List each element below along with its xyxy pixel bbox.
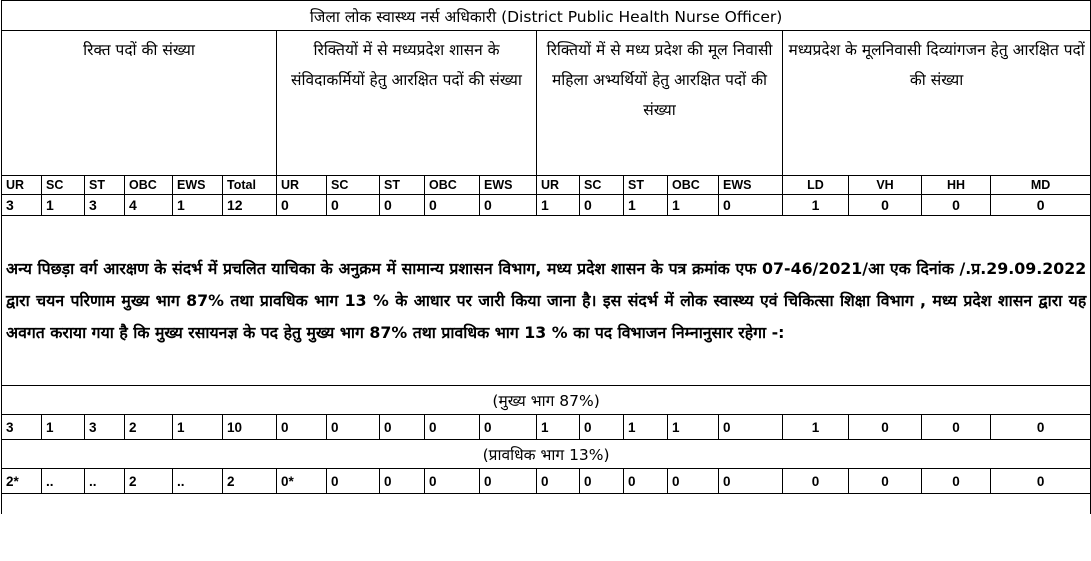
table-cell: 0	[922, 415, 991, 440]
table-cell: ..	[173, 469, 223, 494]
table-cell: 1	[42, 195, 85, 216]
main-section-label: (मुख्य भाग 87%)	[2, 386, 1091, 415]
table-cell: Total	[223, 176, 277, 195]
table-cell: ..	[42, 469, 85, 494]
table-cell: 2*	[2, 469, 42, 494]
table-cell: LD	[783, 176, 849, 195]
table-cell: EWS	[173, 176, 223, 195]
provisional-section-row	[2, 469, 1091, 494]
table-cell: 0	[783, 469, 849, 494]
totals-row	[2, 195, 1091, 216]
table-cell: 0	[580, 195, 624, 216]
table-cell: OBC	[425, 176, 480, 195]
table-cell: 0	[480, 469, 537, 494]
table-cell: 0	[849, 415, 922, 440]
table-cell: 1	[783, 415, 849, 440]
table-cell: 1	[624, 415, 668, 440]
table-cell: ST	[380, 176, 425, 195]
table-cell: UR	[2, 176, 42, 195]
table-cell: ST	[624, 176, 668, 195]
table-cell: 0	[922, 195, 991, 216]
table-cell: HH	[922, 176, 991, 195]
table-cell: 0	[624, 469, 668, 494]
header-vacancies: रिक्त पदों की संख्या	[2, 31, 277, 176]
table-cell: MD	[991, 176, 1091, 195]
table-cell: 0	[380, 469, 425, 494]
table-cell: 0	[480, 415, 537, 440]
table-cell: 0	[277, 415, 327, 440]
table-cell: 2	[125, 415, 173, 440]
table-cell: 0	[580, 469, 624, 494]
table-cell: 0	[580, 415, 624, 440]
table-cell: SC	[327, 176, 380, 195]
table-cell: 0	[991, 195, 1091, 216]
table-cell: 3	[2, 415, 42, 440]
table-cell: 3	[85, 415, 125, 440]
table-title: जिला लोक स्वास्थ्य नर्स अधिकारी (District Public Health Nurse Officer)	[2, 1, 1091, 31]
table-cell: UR	[537, 176, 580, 195]
table-cell: 1	[537, 195, 580, 216]
header-disabled-candidates: मध्यप्रदेश के मूलनिवासी दिव्यांगजन हेतु आरक्षित पदों की संख्या	[783, 31, 1091, 176]
table-cell: 12	[223, 195, 277, 216]
table-cell: 0	[327, 415, 380, 440]
table-cell: 0	[425, 469, 480, 494]
table-cell: 0	[719, 469, 783, 494]
table-cell: UR	[277, 176, 327, 195]
table-cell: 0	[849, 469, 922, 494]
table-cell: 0	[380, 195, 425, 216]
table-cell: 2	[223, 469, 277, 494]
table-cell: 1	[668, 195, 719, 216]
table-cell: 0	[537, 469, 580, 494]
table-cell: SC	[42, 176, 85, 195]
table-cell: 1	[668, 415, 719, 440]
table-cell: 1	[42, 415, 85, 440]
category-header-row	[2, 176, 1091, 195]
table-footer-space	[2, 494, 1091, 515]
table-cell: 2	[125, 469, 173, 494]
table-cell: 0	[425, 415, 480, 440]
table-cell: 0	[991, 415, 1091, 440]
table-cell: EWS	[719, 176, 783, 195]
table-cell: EWS	[480, 176, 537, 195]
table-cell: 0	[380, 415, 425, 440]
table-cell: 0	[719, 195, 783, 216]
table-cell: 1	[624, 195, 668, 216]
vacancy-table	[1, 0, 1091, 514]
table-cell: ..	[85, 469, 125, 494]
table-cell: 1	[173, 415, 223, 440]
table-cell: 1	[783, 195, 849, 216]
table-cell: ST	[85, 176, 125, 195]
provisional-section-label: (प्रावधिक भाग 13%)	[2, 440, 1091, 469]
table-cell: 10	[223, 415, 277, 440]
table-cell: 0	[849, 195, 922, 216]
reservation-note: अन्य पिछड़ा वर्ग आरक्षण के संदर्भ में प्रचलित याचिका के अनुक्रम में सामान्य प्रशासन विभाग, मध्य प्रदेश शासन के पत्र क्रमांक एफ 07-46/2021/आ एक दिनांक /.प्र.29.09.2022 द्वारा चयन परिणाम मुख्य भाग 87% तथा प्रावधिक भाग 13 % के आधार पर जारी किया जाना है। इस संदर्भ में लोक स्वास्थ्य एवं चिकित्सा शिक्षा विभाग , मध्य प्रदेश शासन द्वारा यह अवगत कराया गया है कि मुख्य रसायनज्ञ के पद हेतु मुख्य भाग 87% तथा प्रावधिक भाग 13 % का पद विभाजन निम्नानुसार रहेगा -:	[2, 216, 1091, 386]
table-cell: 0	[991, 469, 1091, 494]
table-cell: 0	[327, 195, 380, 216]
table-cell: VH	[849, 176, 922, 195]
table-cell: 0	[327, 469, 380, 494]
table-cell: 0	[668, 469, 719, 494]
table-cell: 0	[277, 195, 327, 216]
table-cell: OBC	[668, 176, 719, 195]
table-cell: 0	[425, 195, 480, 216]
header-contract-employees: रिक्तियों में से मध्यप्रदेश शासन के संविदाकर्मियों हेतु आरक्षित पदों की संख्या	[277, 31, 537, 176]
table-cell: 3	[85, 195, 125, 216]
table-cell: 1	[537, 415, 580, 440]
table-cell: 0	[480, 195, 537, 216]
table-cell: 3	[2, 195, 42, 216]
table-cell: 0	[922, 469, 991, 494]
table-cell: OBC	[125, 176, 173, 195]
table-cell: 0*	[277, 469, 327, 494]
table-cell: 1	[173, 195, 223, 216]
main-section-row	[2, 415, 1091, 440]
table-cell: 4	[125, 195, 173, 216]
header-women-candidates: रिक्तियों में से मध्य प्रदेश की मूल निवासी महिला अभ्यर्थियों हेतु आरक्षित पदों की संख्या	[537, 31, 783, 176]
table-cell: 0	[719, 415, 783, 440]
table-cell: SC	[580, 176, 624, 195]
